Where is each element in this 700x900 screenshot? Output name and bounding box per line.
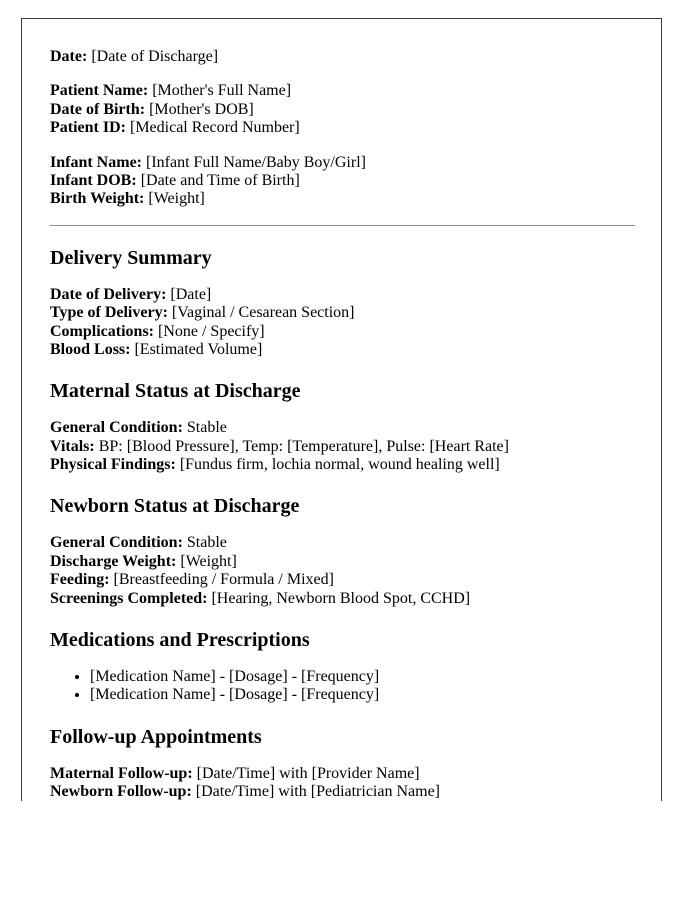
field-label: Vitals: [50,437,95,455]
medication-list-item: • [Medication Name] - [Dosage] - [Frequency] [90,686,635,704]
follow-up-group [50,765,635,801]
field-value: [Mother's Full Name] [152,82,292,100]
medication-list [50,668,635,705]
field-label: Infant DOB: [50,171,137,189]
field-patient-id [50,119,635,137]
field-value: [Hearing, Newborn Blood Spot, CCHD] [211,589,471,607]
field-maternal-follow-up [50,765,635,783]
field-discharge-weight [50,553,635,571]
field-value: [None / Specify] [158,322,265,340]
field-label: Birth Weight: [50,190,145,208]
field-value: [Vaginal / Cesarean Section] [171,304,355,322]
field-label: General Condition: [50,419,183,437]
field-newborn-general-condition [50,534,635,552]
patient-info-group [50,82,635,137]
field-screenings-completed [50,590,635,608]
field-label: Discharge Weight: [50,552,177,570]
field-label: Patient Name: [50,82,149,100]
medication-list-item: • [Medication Name] - [Dosage] - [Frequency] [90,668,635,686]
field-value: [Mother's DOB] [149,100,254,118]
field-blood-loss [50,341,635,359]
field-value: [Fundus firm, lochia normal, wound healing well] [179,456,500,474]
field-value: [Breastfeeding / Formula / Mixed] [113,571,334,589]
section-title-medications: Medications and Prescriptions [50,629,310,652]
field-patient-dob [50,101,635,119]
field-infant-name [50,154,635,172]
field-label: Infant Name: [50,153,142,171]
field-maternal-general-condition [50,419,635,437]
field-label: Maternal Follow-up: [50,764,193,782]
field-value: [Date] [170,285,212,303]
field-value: BP: [Blood Pressure], Temp: [Temperature], Pulse: [Heart Rate] [98,437,509,455]
field-label: General Condition: [50,534,183,552]
field-value: [Date/Time] with [Provider Name] [196,764,420,782]
field-label: Screenings Completed: [50,589,208,607]
section-divider [50,225,635,226]
newborn-status-group [50,534,635,608]
field-physical-findings [50,456,635,474]
field-label: Type of Delivery: [50,304,168,322]
section-title-newborn-status: Newborn Status at Discharge [50,495,300,518]
field-maternal-vitals [50,438,635,456]
field-label: Blood Loss: [50,340,131,358]
field-birth-weight [50,190,635,208]
field-value: [Estimated Volume] [134,340,263,358]
section-title-delivery-summary: Delivery Summary [50,246,212,269]
field-label: Newborn Follow-up: [50,783,192,801]
field-value: [Infant Full Name/Baby Boy/Girl] [146,153,366,171]
infant-info-group [50,154,635,209]
field-patient-name [50,82,635,100]
field-value: [Date and Time of Birth] [140,171,300,189]
field-label: Complications: [50,322,154,340]
field-label: Date: [50,48,88,65]
field-value: [Weight] [148,190,205,208]
field-value: [Medical Record Number] [129,119,300,137]
section-title-maternal-status: Maternal Status at Discharge [50,380,301,403]
field-label: Date of Delivery: [50,285,167,303]
field-label: Physical Findings: [50,456,176,474]
field-complications [50,323,635,341]
field-label: Feeding: [50,571,110,589]
field-discharge-date [50,48,635,66]
field-infant-dob [50,172,635,190]
maternal-status-group [50,419,635,474]
field-value: [Date of Discharge] [91,48,219,65]
discharge-date-group [50,48,635,66]
field-value: [Weight] [180,552,237,570]
section-title-follow-up: Follow-up Appointments [50,725,262,748]
field-value: [Date/Time] with [Pediatrician Name] [195,783,441,801]
field-label: Patient ID: [50,119,126,137]
field-value: Stable [186,534,227,552]
field-label: Date of Birth: [50,100,146,118]
field-newborn-follow-up [50,783,635,801]
discharge-letter-document [21,18,662,801]
delivery-summary-group [50,286,635,360]
field-value: Stable [186,419,227,437]
field-date-of-delivery [50,286,635,304]
field-feeding [50,571,635,589]
field-type-of-delivery [50,304,635,322]
